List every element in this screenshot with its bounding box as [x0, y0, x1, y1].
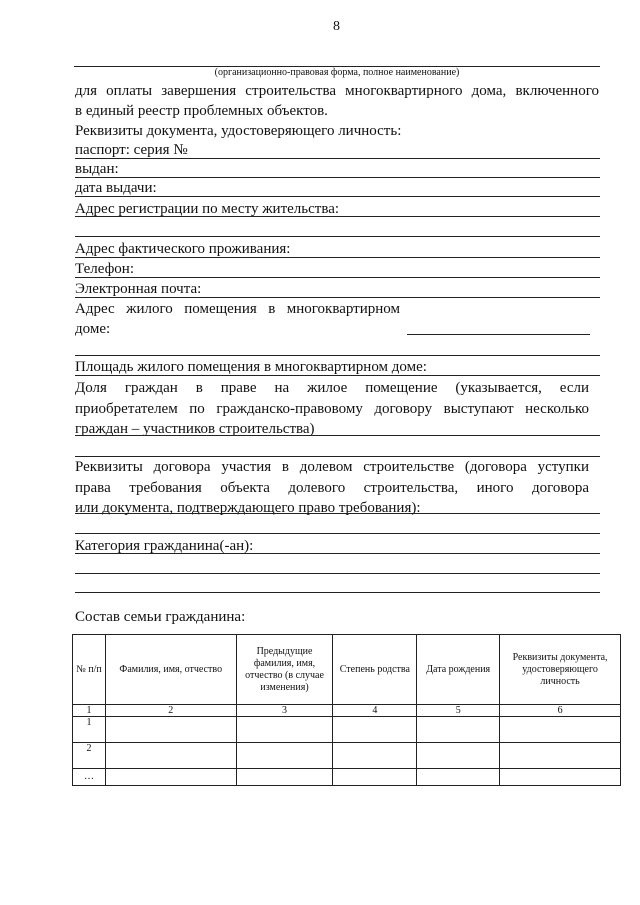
email-line — [75, 297, 600, 298]
table-cell — [105, 769, 236, 786]
column-number: 6 — [500, 705, 621, 717]
table-cell — [500, 769, 621, 786]
category-line-1 — [75, 553, 600, 554]
page-number: 8 — [333, 19, 340, 34]
dwelling-address-line-1: Адрес жилого помещения в многоквартирном — [75, 301, 400, 317]
row-index: 2 — [73, 743, 106, 769]
share-line-1: Доля граждан в праве на жилое помещение (указывается, если — [75, 380, 589, 396]
table-cell — [417, 743, 500, 769]
phone-label: Телефон: — [75, 261, 134, 277]
share-line-a — [75, 435, 600, 436]
issue-date-line — [75, 196, 600, 197]
email-label: Электронная почта: — [75, 281, 202, 297]
table-row — [73, 743, 621, 769]
family-table-header — [73, 635, 621, 705]
table-cell — [236, 743, 333, 769]
phone-line — [75, 277, 600, 278]
org-caption: (организационно-правовая форма, полное наименование) — [214, 67, 460, 78]
area-label: Площадь жилого помещения в многоквартирном доме: — [75, 359, 427, 375]
header-id-document: Реквизиты документа, удостоверяющего личность — [500, 635, 621, 705]
table-cell — [105, 717, 236, 743]
purpose-line-1: для оплаты завершения строительства многоквартирного дома, включенного — [75, 83, 599, 99]
column-number: 3 — [236, 705, 333, 717]
reg-address-line-1 — [75, 216, 600, 217]
table-cell — [333, 717, 417, 743]
contract-line-1: Реквизиты договора участия в долевом строительстве (договора уступки — [75, 459, 589, 475]
table-cell — [333, 743, 417, 769]
dwelling-address-line-2: доме: — [75, 321, 111, 337]
table-cell — [105, 743, 236, 769]
column-number: 5 — [417, 705, 500, 717]
issued-label: выдан: — [75, 161, 119, 177]
issued-line — [75, 177, 600, 178]
contract-line-2: права требования объекта долевого строительства, иного договора — [75, 480, 589, 496]
table-row — [73, 769, 621, 786]
share-line-2: приобретателем по гражданско-правовому договору выступают несколько — [75, 401, 589, 417]
passport-line — [75, 158, 600, 159]
contract-line-b — [75, 533, 600, 534]
column-number-row — [73, 705, 621, 717]
issue-date-label: дата выдачи: — [75, 180, 157, 196]
category-line-3 — [75, 592, 600, 593]
header-relation: Степень родства — [333, 635, 417, 705]
contract-line-3: или документа, подтверждающего право требования): — [75, 500, 421, 516]
category-line-2 — [75, 573, 600, 574]
area-line — [75, 375, 600, 376]
table-cell — [417, 769, 500, 786]
header-full-name: Фамилия, имя, отчество — [105, 635, 236, 705]
passport-label: паспорт: серия № — [75, 142, 188, 158]
row-index: 1 — [73, 717, 106, 743]
category-label: Категория гражданина(-ан): — [75, 538, 254, 554]
share-line-3: граждан – участников строительства) — [75, 421, 315, 437]
table-cell — [500, 743, 621, 769]
family-table — [72, 634, 621, 786]
contract-line-a — [75, 513, 600, 514]
reg-address-line-2 — [75, 236, 600, 237]
table-cell — [236, 717, 333, 743]
id-doc-title: Реквизиты документа, удостоверяющего личность: — [75, 123, 402, 139]
purpose-line-2: в единый реестр проблемных объектов. — [75, 103, 328, 119]
header-previous-name: Предыдущие фамилия, имя, отчество (в случае изменения) — [236, 635, 333, 705]
table-row — [73, 717, 621, 743]
row-index: … — [73, 769, 106, 786]
actual-address-line — [75, 257, 600, 258]
column-number: 4 — [333, 705, 417, 717]
table-cell — [236, 769, 333, 786]
table-cell — [333, 769, 417, 786]
header-number: № п/п — [73, 635, 106, 705]
dwelling-address-line — [407, 334, 590, 335]
actual-address-label: Адрес фактического проживания: — [75, 241, 291, 257]
table-cell — [417, 717, 500, 743]
family-title: Состав семьи гражданина: — [75, 609, 246, 625]
reg-address-label: Адрес регистрации по месту жительства: — [75, 201, 340, 217]
header-birth-date: Дата рождения — [417, 635, 500, 705]
column-number: 2 — [105, 705, 236, 717]
dwelling-address-line-full — [75, 355, 600, 356]
table-cell — [500, 717, 621, 743]
column-number: 1 — [73, 705, 106, 717]
